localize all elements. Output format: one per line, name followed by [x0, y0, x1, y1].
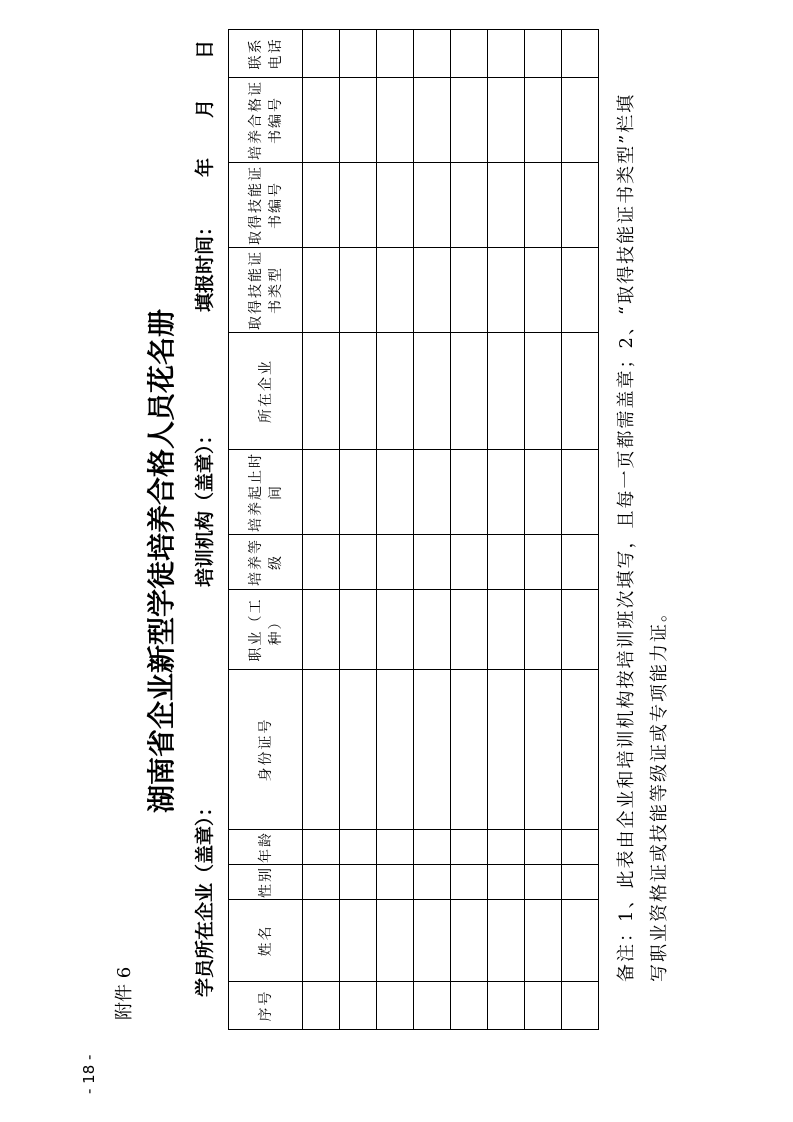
table-cell[interactable] — [303, 590, 340, 670]
fill-date-label: 填报时间： — [194, 216, 216, 312]
table-cell[interactable] — [377, 450, 414, 535]
column-header: 身份证号 — [229, 670, 303, 830]
table-cell[interactable] — [488, 450, 525, 535]
table-cell[interactable] — [525, 333, 562, 450]
table-row — [525, 30, 562, 1030]
table-cell[interactable] — [488, 535, 525, 590]
column-header: 取得技能证书类型 — [229, 248, 303, 333]
company-stamp-label: 学员所在企业（盖章）： — [194, 797, 216, 997]
attachment-label: 附件 6 — [114, 966, 135, 1020]
table-cell[interactable] — [414, 248, 451, 333]
table-cell[interactable] — [303, 670, 340, 830]
table-cell[interactable] — [377, 900, 414, 982]
table-cell[interactable] — [562, 535, 599, 590]
table-cell[interactable] — [377, 248, 414, 333]
column-header: 培养等级 — [229, 535, 303, 590]
table-cell[interactable] — [525, 30, 562, 78]
table-cell[interactable] — [562, 900, 599, 982]
date-year-label: 年 — [194, 157, 216, 177]
table-cell[interactable] — [488, 78, 525, 163]
table-cell[interactable] — [340, 333, 377, 450]
table-cell[interactable] — [340, 248, 377, 333]
table-cell[interactable] — [562, 865, 599, 900]
table-cell[interactable] — [303, 78, 340, 163]
table-row — [451, 30, 488, 1030]
roster-header — [229, 30, 303, 1030]
column-header: 取得技能证书编号 — [229, 163, 303, 248]
table-cell[interactable] — [562, 163, 599, 248]
table-cell[interactable] — [525, 450, 562, 535]
table-cell[interactable] — [525, 670, 562, 830]
table-cell[interactable] — [451, 590, 488, 670]
table-cell[interactable] — [340, 163, 377, 248]
table-cell[interactable] — [340, 670, 377, 830]
column-header: 培养起止时间 — [229, 450, 303, 535]
column-header: 联系电话 — [229, 30, 303, 78]
table-row — [562, 30, 599, 1030]
table-cell[interactable] — [377, 670, 414, 830]
table-row — [303, 30, 340, 1030]
table-cell[interactable] — [340, 78, 377, 163]
table-cell[interactable] — [414, 590, 451, 670]
table-cell[interactable] — [488, 982, 525, 1030]
date-month-label: 月 — [194, 98, 216, 118]
table-cell[interactable] — [303, 830, 340, 865]
table-cell[interactable] — [562, 450, 599, 535]
table-cell[interactable] — [488, 248, 525, 333]
table-cell[interactable] — [525, 590, 562, 670]
table-cell[interactable] — [451, 333, 488, 450]
table-cell[interactable] — [451, 900, 488, 982]
table-cell[interactable] — [303, 30, 340, 78]
table-cell[interactable] — [488, 670, 525, 830]
table-cell[interactable] — [414, 30, 451, 78]
page-number: - 18 - — [80, 1054, 98, 1094]
table-cell[interactable] — [340, 590, 377, 670]
table-cell[interactable] — [451, 535, 488, 590]
table-cell[interactable] — [525, 900, 562, 982]
table-cell[interactable] — [562, 248, 599, 333]
header-row — [229, 30, 303, 1030]
table-cell[interactable] — [451, 982, 488, 1030]
remarks-note: 备注：1、此表由企业和培训机构按培训班次填写，且每一页都需盖章；2、“取得技能证书类型”栏填写职业资格证或技能等级证或专项能力证。 — [616, 92, 670, 982]
column-header: 职业（工种） — [229, 590, 303, 670]
table-cell[interactable] — [340, 535, 377, 590]
table-cell[interactable] — [562, 30, 599, 78]
table-cell[interactable] — [377, 30, 414, 78]
table-cell[interactable] — [525, 865, 562, 900]
table-cell[interactable] — [377, 982, 414, 1030]
table-cell[interactable] — [451, 830, 488, 865]
table-cell[interactable] — [562, 333, 599, 450]
table-cell[interactable] — [340, 900, 377, 982]
table-cell[interactable] — [303, 982, 340, 1030]
table-cell[interactable] — [340, 450, 377, 535]
table-cell[interactable] — [377, 78, 414, 163]
table-cell[interactable] — [414, 900, 451, 982]
column-header: 培养合格证书编号 — [229, 78, 303, 163]
table-cell[interactable] — [303, 865, 340, 900]
table-cell[interactable] — [525, 163, 562, 248]
table-cell[interactable] — [488, 30, 525, 78]
column-header: 所在企业 — [229, 333, 303, 450]
table-cell[interactable] — [488, 163, 525, 248]
table-cell[interactable] — [488, 333, 525, 450]
table-cell[interactable] — [414, 163, 451, 248]
table-cell[interactable] — [562, 78, 599, 163]
table-cell[interactable] — [562, 982, 599, 1030]
document-title: 湖南省企业新型学徒培养合格人员花名册 — [145, 309, 178, 814]
column-header: 姓名 — [229, 900, 303, 982]
fill-date-field — [190, 40, 217, 312]
table-cell[interactable] — [414, 535, 451, 590]
table-cell[interactable] — [451, 78, 488, 163]
roster-body — [303, 30, 599, 1030]
table-cell[interactable] — [414, 78, 451, 163]
table-cell[interactable] — [303, 900, 340, 982]
table-cell[interactable] — [525, 535, 562, 590]
table-cell[interactable] — [377, 163, 414, 248]
table-cell[interactable] — [562, 830, 599, 865]
table-cell[interactable] — [562, 590, 599, 670]
column-header: 性别 — [229, 865, 303, 900]
table-row — [340, 30, 377, 1030]
table-cell[interactable] — [414, 830, 451, 865]
table-cell[interactable] — [414, 450, 451, 535]
table-row — [488, 30, 525, 1030]
table-cell[interactable] — [525, 830, 562, 865]
table-cell[interactable] — [303, 535, 340, 590]
table-cell[interactable] — [414, 982, 451, 1030]
table-cell[interactable] — [451, 30, 488, 78]
table-cell[interactable] — [451, 248, 488, 333]
table-cell[interactable] — [451, 450, 488, 535]
table-cell[interactable] — [303, 333, 340, 450]
column-header: 年龄 — [229, 830, 303, 865]
table-cell[interactable] — [488, 830, 525, 865]
table-cell[interactable] — [451, 670, 488, 830]
table-cell[interactable] — [340, 30, 377, 78]
table-cell[interactable] — [488, 900, 525, 982]
table-cell[interactable] — [377, 535, 414, 590]
roster-table — [228, 29, 599, 1030]
table-cell[interactable] — [340, 830, 377, 865]
date-day-label: 日 — [194, 39, 216, 59]
table-cell[interactable] — [488, 865, 525, 900]
table-cell[interactable] — [414, 865, 451, 900]
table-cell[interactable] — [377, 865, 414, 900]
table-cell[interactable] — [525, 78, 562, 163]
table-cell[interactable] — [488, 590, 525, 670]
table-cell[interactable] — [414, 333, 451, 450]
table-cell[interactable] — [340, 982, 377, 1030]
table-cell[interactable] — [303, 163, 340, 248]
table-cell[interactable] — [340, 865, 377, 900]
table-cell[interactable] — [451, 163, 488, 248]
table-cell[interactable] — [525, 248, 562, 333]
table-cell[interactable] — [451, 865, 488, 900]
table-cell[interactable] — [562, 670, 599, 830]
table-cell[interactable] — [377, 830, 414, 865]
table-cell[interactable] — [303, 248, 340, 333]
training-org-stamp-label: 培训机构（盖章）： — [194, 425, 216, 587]
table-row — [414, 30, 451, 1030]
table-cell[interactable] — [525, 982, 562, 1030]
table-row — [377, 30, 414, 1030]
column-header: 序号 — [229, 982, 303, 1030]
table-cell[interactable] — [377, 590, 414, 670]
table-cell[interactable] — [414, 670, 451, 830]
table-cell[interactable] — [303, 450, 340, 535]
table-cell[interactable] — [377, 333, 414, 450]
